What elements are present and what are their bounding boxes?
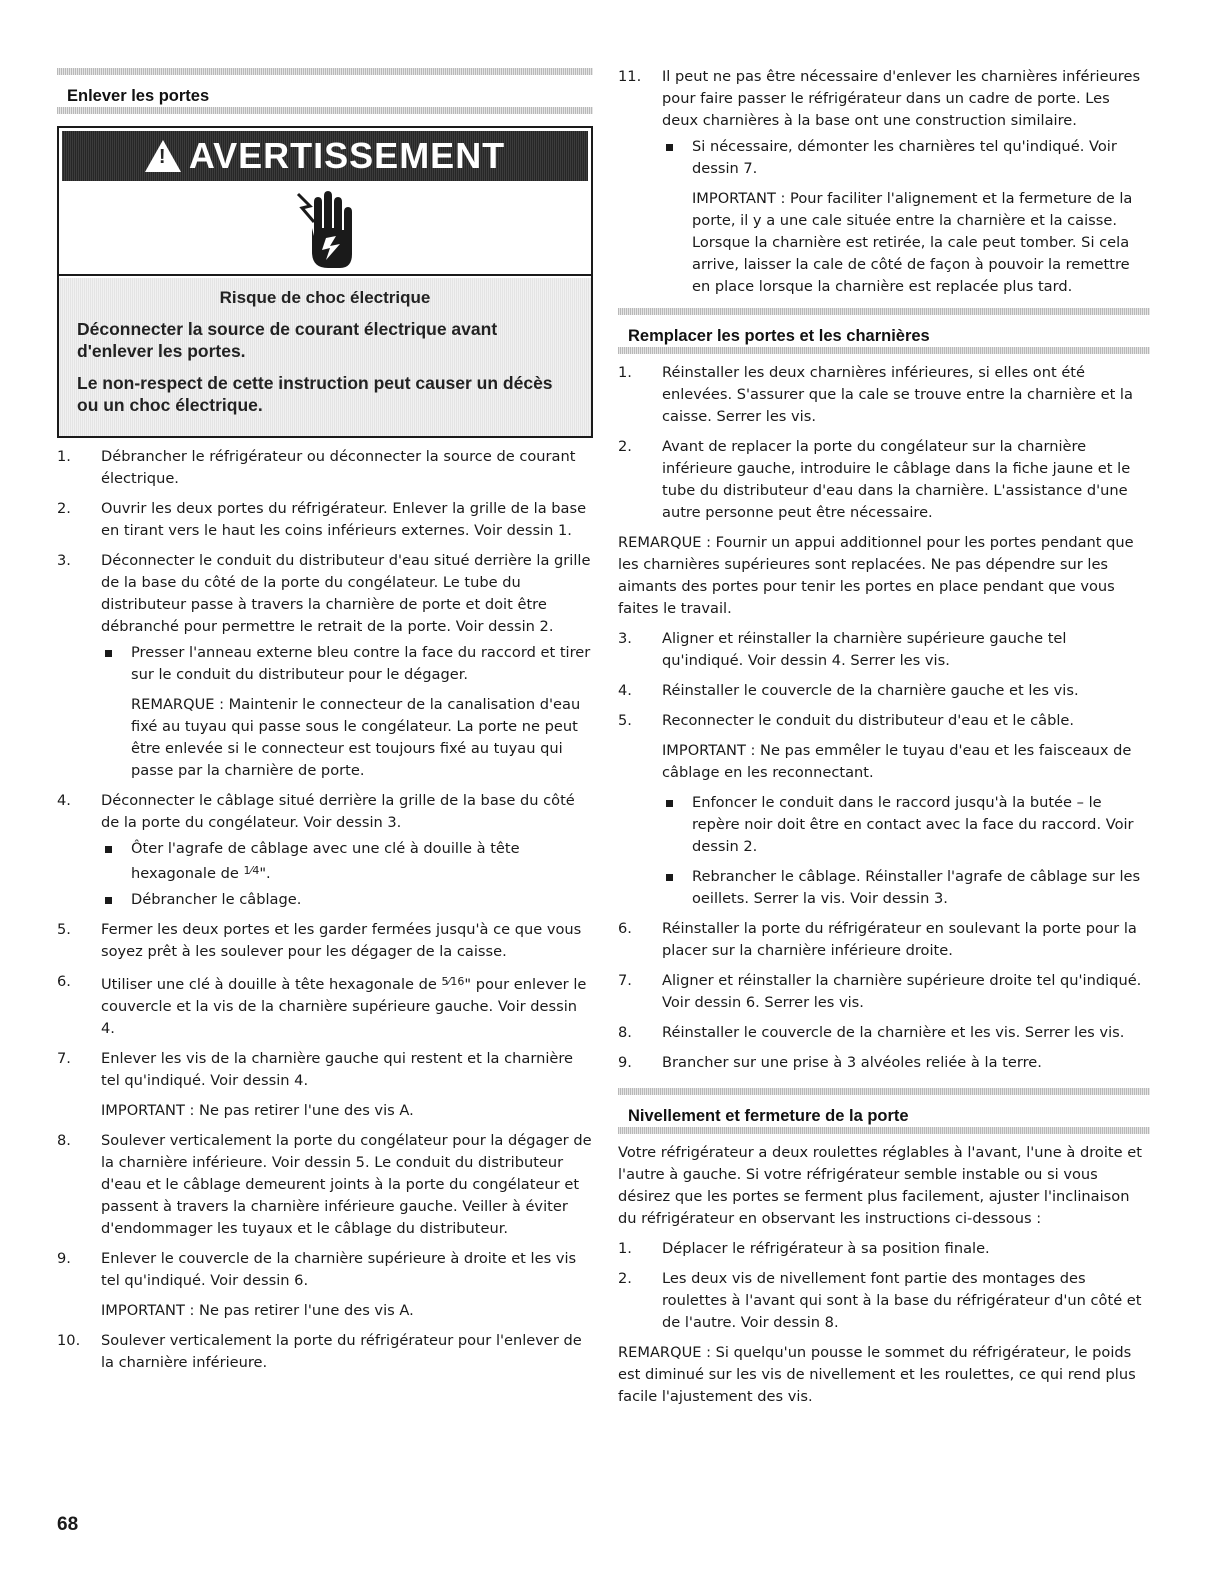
remark-paragraph: REMARQUE : Si quelqu'un pousse le sommet du réfrigérateur, le poids est diminué sur les vis de nivellement et les roulettes, ce qui rend plus facile l'ajustement des vis. xyxy=(618,1344,1136,1405)
list-item: 2. Avant de replacer la porte du congélateur sur la charnière inférieure gauche, introduire le câblage dans la fiche jaune et le tube du distributeur d'eau dans la charnière. L'assistance d'une autre personne peut être nécessaire. xyxy=(618,438,1131,521)
bullet-item: Si nécessaire, démonter les charnières tel qu'indiqué. Voir dessin 7. xyxy=(662,136,1150,180)
bullet-item: Débrancher le câblage. xyxy=(101,889,593,911)
bullet-item: Rebrancher le câblage. Réinstaller l'agrafe de câblage sur les oeillets. Serrer la vis. Voir dessin 3. xyxy=(662,866,1150,910)
list-item: 4. Déconnecter le câblage situé derrière la grille de la base du côté de la porte du congélateur. Voir dessin 3. Ôter l'agrafe de câblage avec une clé à douille à tête hexagonale de $^{1⁄4}$". Débrancher le câblage. xyxy=(57,790,593,911)
bullet-item: Enfoncer le conduit dans le raccord jusqu'à la butée – le repère noir doit être en contact avec la face du raccord. Voir dessin 2. xyxy=(662,792,1150,858)
warning-message-2: Le non-respect de cette instruction peut causer un décès ou un choc électrique. xyxy=(77,373,553,415)
electric-shock-hand-icon xyxy=(59,184,591,274)
section-title: Nivellement et fermeture de la porte xyxy=(628,1107,909,1125)
warning-body xyxy=(59,278,591,436)
list-item: 5. Fermer les deux portes et les garder fermées jusqu'à ce que vous soyez prêt à les soulever pour les dégager de la caisse. xyxy=(57,921,582,960)
section-header-replace-doors xyxy=(618,308,1150,354)
list-item: 2. Ouvrir les deux portes du réfrigérateur. Enlever la grille de la base en tirant vers le haut les coins inférieurs externes. Voir dessin 1. xyxy=(57,500,587,539)
intro-paragraph: Votre réfrigérateur a deux roulettes réglables à l'avant, l'une à droite et l'autre à gauche. Si votre réfrigérateur semble instable ou si vous désirez que les portes se ferment plus facilement, ajuster l'inclinaison du réfrigérateur en observant les instructions ci-dessous : xyxy=(618,1144,1142,1227)
important-note: IMPORTANT : Ne pas retirer l'une des vis A. xyxy=(101,1102,414,1119)
list-item: 8. Réinstaller le couvercle de la charnière et les vis. Serrer les vis. xyxy=(618,1024,1125,1041)
list-item: 1. Déplacer le réfrigérateur à sa position finale. xyxy=(618,1240,990,1257)
list-item: 9. Brancher sur une prise à 3 alvéoles reliée à la terre. xyxy=(618,1054,1042,1071)
right-column xyxy=(618,66,1150,1408)
bullet-item: Presser l'anneau externe bleu contre la face du raccord et tirer sur le conduit du distributeur pour le dégager. xyxy=(101,642,593,686)
replace-steps-list xyxy=(618,362,1150,1074)
warning-box xyxy=(57,126,593,438)
list-item: 6. Réinstaller la porte du réfrigérateur en soulevant la porte pour la placer sur la charnière inférieure droite. xyxy=(618,920,1137,959)
important-note: IMPORTANT : Pour faciliter l'alignement et la fermeture de la porte, il y a une cale située entre la charnière et la caisse. Lorsque la charnière est retirée, la cale peut tomber. Si cela arrive, laisser la cale de côté de façon à pouvoir la remettre en place lorsque la charnière est replacée plus tard. xyxy=(692,190,1133,295)
list-item: 7. Aligner et réinstaller la charnière supérieure droite tel qu'indiqué. Voir dessin 6. Serrer les vis. xyxy=(618,972,1142,1011)
left-column xyxy=(57,68,593,1374)
bullet-item: Ôter l'agrafe de câblage avec une clé à douille à tête hexagonale de $^{1⁄4}$". xyxy=(101,838,593,885)
warning-banner xyxy=(62,131,588,181)
list-item: 1. Réinstaller les deux charnières inférieures, si elles ont été enlevées. S'assurer que la cale se trouve entre la charnière et la caisse. Serrer les vis. xyxy=(618,364,1133,425)
list-item: 6. Utiliser une clé à douille à tête hexagonale de $^{5⁄16}$" pour enlever le couvercle et la vis de la charnière supérieure gauche. Voir dessin 4. xyxy=(57,973,587,1037)
remove-steps-list xyxy=(57,446,593,1374)
list-item: 3. Aligner et réinstaller la charnière supérieure gauche tel qu'indiqué. Voir dessin 4. Serrer les vis. xyxy=(618,630,1067,669)
warning-triangle-icon: ! xyxy=(145,140,181,172)
list-item: 8. Soulever verticalement la porte du congélateur pour la dégager de la charnière inférieure. Voir dessin 5. Le conduit du distributeur d'eau et le câblage demeurent joints à la porte du congélateur et passent à travers la charnière inférieure gauche. Veiller à éviter d'endommager les tuyaux et le câblage du distributeur. xyxy=(57,1132,592,1237)
list-item: 5. Reconnecter le conduit du distributeur d'eau et le câble. IMPORTANT : Ne pas emmêler le tuyau d'eau et les faisceaux de câblage en les reconnectant. Enfoncer le conduit dans le raccord jusqu'à la butée – le repère noir doit être en contact avec la face du raccord. Voir dessin 2. Rebrancher le câblage. Réinstaller l'agrafe de câblage sur les oeillets. Serrer la vis. Voir dessin 3. xyxy=(618,710,1150,910)
important-note: IMPORTANT : Ne pas emmêler le tuyau d'eau et les faisceaux de câblage en les reconnectant. xyxy=(662,742,1132,781)
section-title: Enlever les portes xyxy=(67,87,210,105)
page-number: 68 xyxy=(57,1514,79,1535)
important-note: IMPORTANT : Ne pas retirer l'une des vis A. xyxy=(101,1302,414,1319)
warning-message-1: Déconnecter la source de courant électrique avant d'enlever les portes. xyxy=(77,319,498,361)
list-item: 11. Il peut ne pas être nécessaire d'enlever les charnières inférieures pour faire passer le réfrigérateur dans un cadre de porte. Les deux charnières à la base ont une construction similaire. Si nécessaire, démonter les charnières tel qu'indiqué. Voir dessin 7. IMPORTANT : Pour faciliter l'alignement et la fermeture de la porte, il y a une cale située entre la charnière et la caisse. Lorsque la charnière est retirée, la cale peut tomber. Si cela arrive, laisser la cale de côté de façon à pouvoir la remettre en place lorsque la charnière est replacée plus tard. xyxy=(618,66,1150,298)
remark-note: REMARQUE : Maintenir le connecteur de la canalisation d'eau fixé au tuyau qui passe sous le congélateur. La porte ne peut être enlevée si le connecteur est toujours fixé au tuyau qui passe par la charnière de porte. xyxy=(131,696,581,779)
list-item: 9. Enlever le couvercle de la charnière supérieure à droite et les vis tel qu'indiqué. Voir dessin 6. IMPORTANT : Ne pas retirer l'une des vis A. xyxy=(57,1248,593,1322)
list-item: 2. Les deux vis de nivellement font partie des montages des roulettes à l'avant qui sont à la base du réfrigérateur d'un côté et de l'autre. Voir dessin 8. xyxy=(618,1270,1142,1331)
warning-title: AVERTISSEMENT xyxy=(188,135,506,176)
list-item: 1. Débrancher le réfrigérateur ou déconnecter la source de courant électrique. xyxy=(57,448,576,487)
list-item: 7. Enlever les vis de la charnière gauche qui restent et la charnière tel qu'indiqué. Voir dessin 4. IMPORTANT : Ne pas retirer l'une des vis A. xyxy=(57,1048,593,1122)
warning-risk: Risque de choc électrique xyxy=(219,288,431,307)
section-title: Remplacer les portes et les charnières xyxy=(628,327,930,345)
leveling-content xyxy=(618,1142,1150,1408)
remark-paragraph: REMARQUE : Fournir un appui additionnel pour les portes pendant que les charnières supérieures sont replacées. Ne pas dépendre sur les aimants des portes pour tenir les portes en place pendant que vous faites le travail. xyxy=(618,534,1134,617)
list-item: 3. Déconnecter le conduit du distributeur d'eau situé derrière la grille de la base du côté de la porte du congélateur. Le tube du distributeur passe à travers la charnière de porte et doit être débranché pour permettre le retrait de la porte. Voir dessin 2. Presser l'anneau externe bleu contre la face du raccord et tirer sur le conduit du distributeur pour le dégager. REMARQUE : Maintenir le connecteur de la canalisation d'eau fixé au tuyau qui passe sous le congélateur. La porte ne peut être enlevée si le connecteur est toujours fixé au tuyau qui passe par la charnière de porte. xyxy=(57,550,593,782)
section-header-leveling xyxy=(618,1088,1150,1134)
list-item: 10. Soulever verticalement la porte du réfrigérateur pour l'enlever de la charnière inférieure. xyxy=(57,1332,582,1371)
list-item: 4. Réinstaller le couvercle de la charnière gauche et les vis. xyxy=(618,682,1079,699)
section-header-remove-doors xyxy=(57,68,593,114)
